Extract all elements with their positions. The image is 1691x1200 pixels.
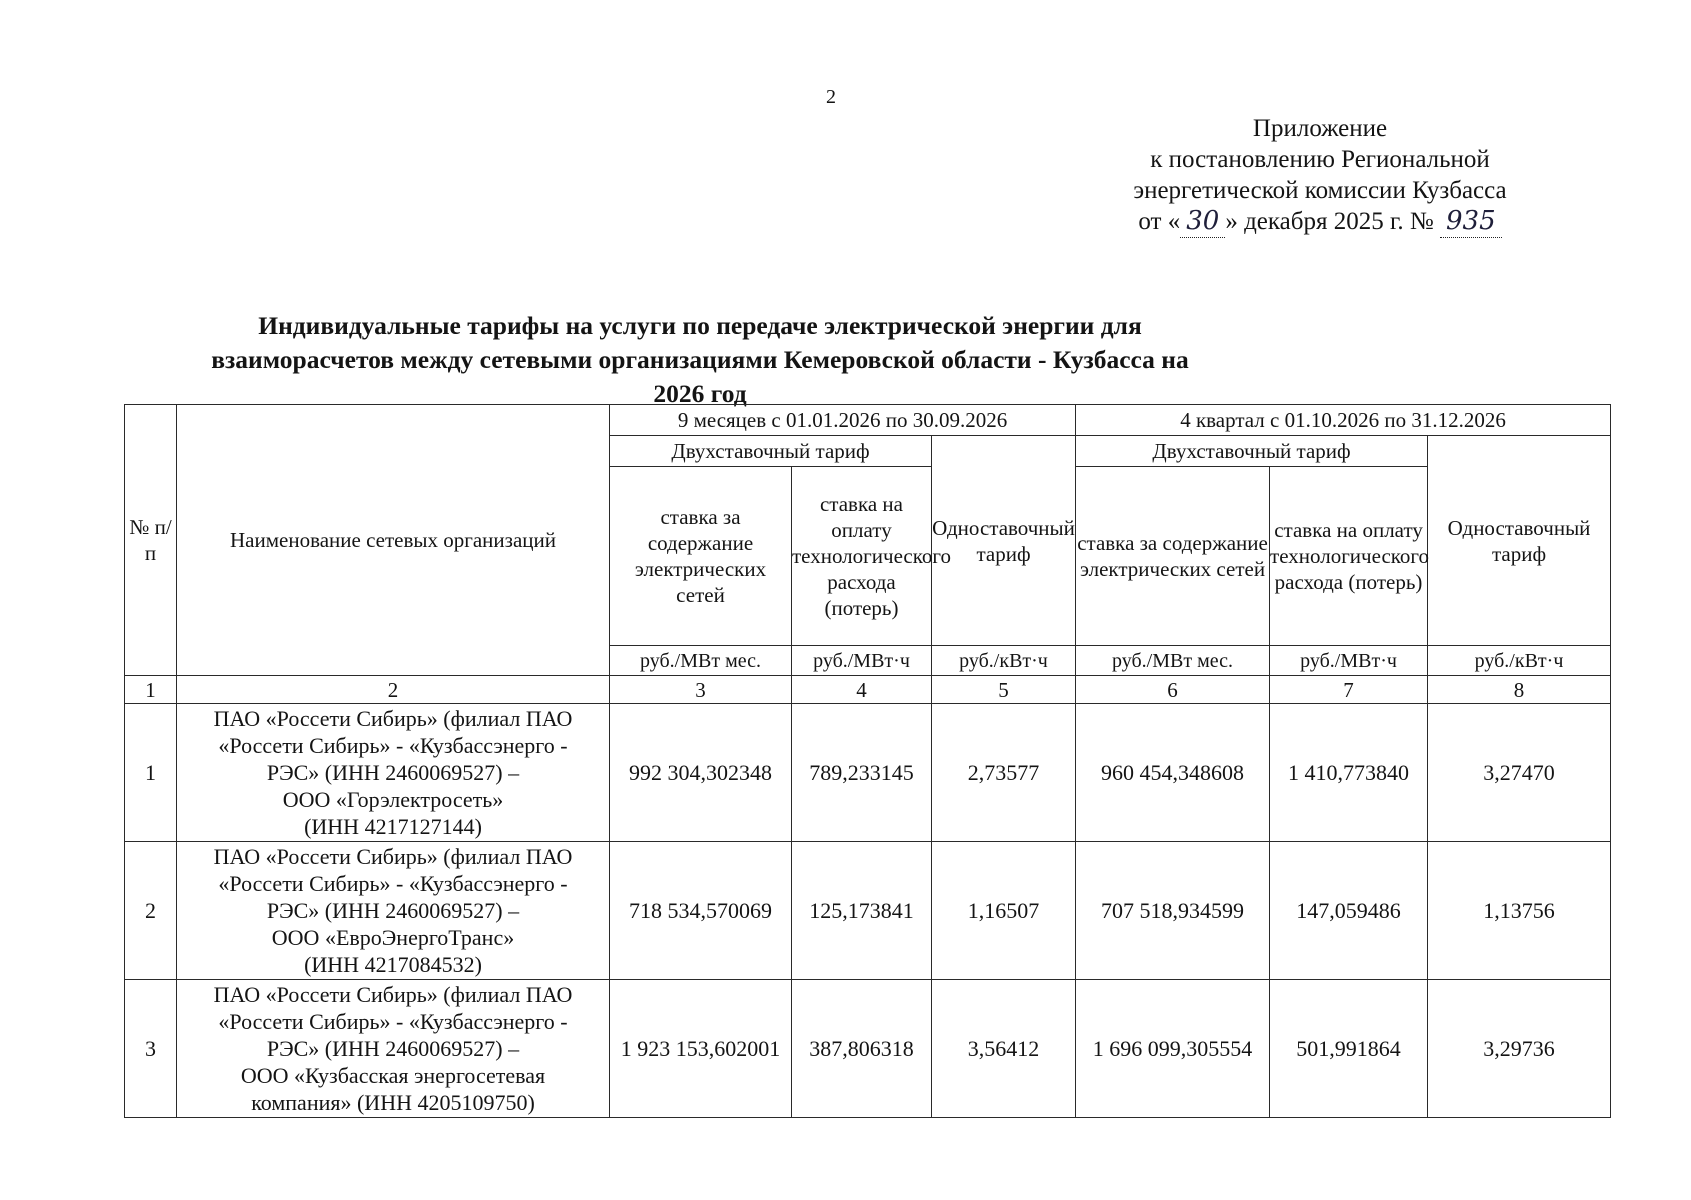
header-maintenance-rate-2: ставка за содержание электрических сетей [1076,467,1270,646]
unit-maintenance-2: руб./МВт мес. [1076,646,1270,676]
header-two-rate-1: Двухставочный тариф [610,436,932,467]
org-name-line: компания» (ИНН 4205109750) [251,1090,535,1115]
org-name-cell [177,980,610,1118]
unit-losses-2: руб./МВт·ч [1270,646,1428,676]
value-losses-q4: 501,991864 [1270,980,1428,1118]
org-name-line: ПАО «Россети Сибирь» (филиал ПАО [213,982,573,1007]
unit-single-1: руб./кВт·ч [932,646,1076,676]
org-name-line: РЭС» (ИНН 2460069527) – [266,760,520,785]
org-name-line: ООО «Горэлектросеть» [282,787,504,812]
value-single-q4: 1,13756 [1428,842,1611,980]
column-number: 7 [1270,676,1428,704]
row-number: 2 [125,842,177,980]
org-name-cell [177,842,610,980]
header-maintenance-rate-1: ставка за содержание электрических сетей [610,467,792,646]
org-name-cell [177,704,610,842]
tariff-table [124,404,1611,1118]
row-number: 1 [125,704,177,842]
value-maintenance-9m: 992 304,302348 [610,704,792,842]
page-number: 2 [826,86,836,108]
org-name-line: ПАО «Россети Сибирь» (филиал ПАО [213,844,573,869]
value-losses-q4: 147,059486 [1270,842,1428,980]
value-maintenance-q4: 1 696 099,305554 [1076,980,1270,1118]
value-losses-9m: 125,173841 [792,842,932,980]
value-single-9m: 1,16507 [932,842,1076,980]
value-losses-9m: 387,806318 [792,980,932,1118]
table-row [125,842,1611,980]
title-line-1: Индивидуальные тарифы на услуги по передаче электрической энергии для [258,311,1142,340]
column-number-row [125,676,1611,704]
unit-losses-1: руб./МВт·ч [792,646,932,676]
org-name-line: ПАО «Россети Сибирь» (филиал ПАО [213,706,573,731]
org-name-line: «Россети Сибирь» - «Кузбассэнерго - [218,871,568,896]
header-losses-rate-1: ставка на оплату технологического расхода (потерь) [792,467,932,646]
date-prefix: от « [1138,208,1181,235]
unit-maintenance-1: руб./МВт мес. [610,646,792,676]
value-maintenance-q4: 707 518,934599 [1076,842,1270,980]
org-name-line: РЭС» (ИНН 2460069527) – [266,898,520,923]
value-maintenance-q4: 960 454,348608 [1076,704,1270,842]
value-maintenance-9m: 1 923 153,602001 [610,980,792,1118]
column-number: 2 [177,676,610,704]
table-row [125,980,1611,1118]
header-single-rate-2: Одноставочный тариф [1428,436,1611,646]
org-name-line: ООО «ЕвроЭнергоТранс» [271,925,515,950]
date-middle: » декабря 2025 г. № [1225,208,1434,235]
unit-single-2: руб./кВт·ч [1428,646,1611,676]
org-name-line: «Россети Сибирь» - «Кузбассэнерго - [218,733,568,758]
value-single-q4: 3,27470 [1428,704,1611,842]
column-number: 6 [1076,676,1270,704]
column-number: 8 [1428,676,1611,704]
appendix-line-resolution: к постановлению Региональной [1150,146,1490,173]
appendix-heading: Приложение [1252,115,1388,142]
header-number: № п/п [125,405,177,676]
org-name-line: «Россети Сибирь» - «Кузбассэнерго - [218,1009,568,1034]
header-single-rate-1: Одноставочный тариф [932,436,1076,646]
column-number: 1 [125,676,177,704]
org-name-line: (ИНН 4217084532) [304,952,482,977]
column-number: 3 [610,676,792,704]
handwritten-day: 30 [1180,206,1225,238]
value-single-9m: 3,56412 [932,980,1076,1118]
appendix-line-commission: энергетической комиссии Кузбасса [1133,177,1507,204]
header-period-1: 9 месяцев с 01.01.2026 по 30.09.2026 [610,405,1076,436]
value-losses-q4: 1 410,773840 [1270,704,1428,842]
value-single-q4: 3,29736 [1428,980,1611,1118]
appendix-block [1080,113,1560,238]
header-period-2: 4 квартал с 01.10.2026 по 31.12.2026 [1076,405,1611,436]
header-two-rate-2: Двухставочный тариф [1076,436,1428,467]
row-number: 3 [125,980,177,1118]
header-losses-rate-2: ставка на оплату технологического расхода (потерь) [1270,467,1428,646]
column-number: 4 [792,676,932,704]
title-line-2: взаиморасчетов между сетевыми организациями Кемеровской области - Кузбасса на 2026 год [211,345,1189,408]
value-maintenance-9m: 718 534,570069 [610,842,792,980]
org-name-line: ООО «Кузбасская энергосетевая [240,1063,546,1088]
header-org-name: Наименование сетевых организаций [177,405,610,676]
appendix-date-line [1080,206,1560,238]
table-row [125,704,1611,842]
value-losses-9m: 789,233145 [792,704,932,842]
document-title [200,309,1200,411]
column-number: 5 [932,676,1076,704]
handwritten-number: 935 [1440,206,1502,238]
org-name-line: (ИНН 4217127144) [304,814,482,839]
org-name-line: РЭС» (ИНН 2460069527) – [266,1036,520,1061]
value-single-9m: 2,73577 [932,704,1076,842]
